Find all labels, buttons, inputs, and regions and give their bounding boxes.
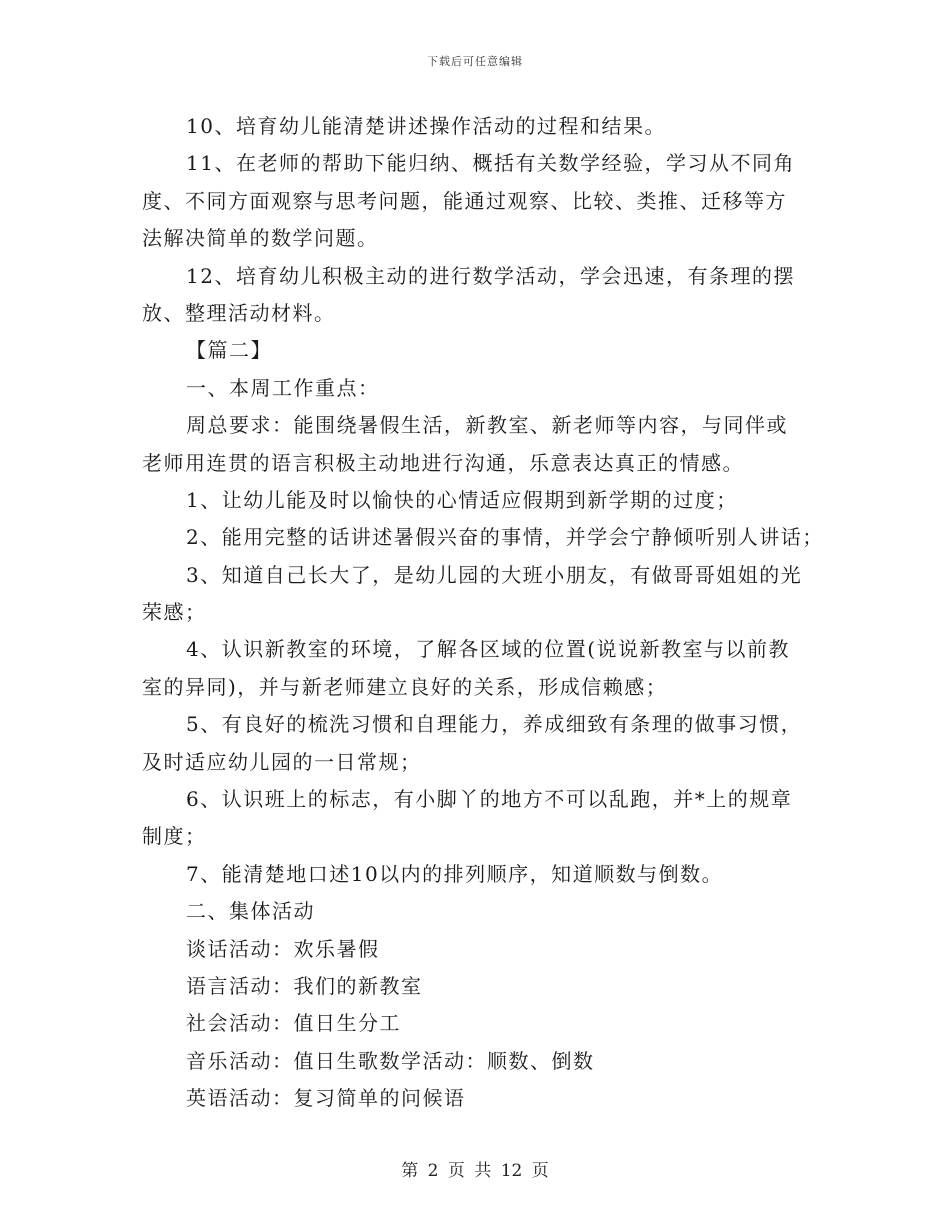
paragraph-line: 度、不同方面观察与思考问题，能通过观察、比较、类推、迁移等方 [142, 188, 787, 213]
list-item-continuation: 室的异同)，并与新老师建立良好的关系，形成信赖感； [142, 674, 668, 699]
subsection-heading: 二、集体活动 [186, 899, 315, 924]
page-footer: 第 2 页 共 12 页 [401, 1161, 549, 1181]
list-item: 4、认识新教室的环境，了解各区域的位置(说说新教室与以前教 [186, 637, 791, 662]
list-item: 5、有良好的梳洗习惯和自理能力，养成细致有条理的做事习惯， [186, 712, 803, 737]
list-item: 1、让幼儿能及时以愉快的心情适应假期到新学期的过度； [186, 487, 738, 512]
paragraph-line: 11、在老师的帮助下能归纳、概括有关数学经验，学习从不同角 [186, 151, 795, 176]
paragraph-line: 10、培育幼儿能清楚讲述操作活动的过程和结果。 [186, 114, 666, 138]
paragraph-line: 法解决简单的数学问题。 [142, 226, 379, 251]
list-item-continuation: 及时适应幼儿园的一日常规； [142, 749, 422, 774]
list-item-continuation: 制度； [142, 824, 207, 849]
page-header: 下载后可任意编辑 [427, 55, 523, 68]
document-body [142, 108, 822, 1118]
list-item-continuation: 荣感； [142, 600, 207, 625]
section-heading: 【篇二】 [186, 338, 272, 363]
paragraph-line: 老师用连贯的语言积极主动地进行沟通，乐意表达真正的情感。 [142, 450, 744, 475]
paragraph-line: 周总要求：能围绕暑假生活，新教室、新老师等内容，与同伴或 [186, 413, 788, 438]
list-item: 2、能用完整的话讲述暑假兴奋的事情，并学会宁静倾听别人讲话； [186, 525, 824, 550]
list-item: 7、能清楚地口述10以内的排列顺序，知道顺数与倒数。 [186, 861, 724, 886]
list-item: 3、知道自己长大了，是幼儿园的大班小朋友，有做哥哥姐姐的光 [186, 562, 803, 587]
activity-item: 英语活动：复习简单的问候语 [186, 1086, 466, 1111]
activity-item: 社会活动：值日生分工 [186, 1011, 401, 1036]
activity-item: 音乐活动：值日生歌数学活动：顺数、倒数 [186, 1048, 595, 1073]
paragraph-line: 放、整理活动材料。 [142, 300, 336, 325]
subsection-heading: 一、本周工作重点： [186, 375, 380, 400]
activity-item: 谈话活动：欢乐暑假 [186, 936, 380, 961]
activity-item: 语言活动：我们的新教室 [186, 973, 423, 998]
paragraph-line: 12、培育幼儿积极主动的进行数学活动，学会迅速，有条理的摆 [186, 263, 795, 288]
list-item: 6、认识班上的标志，有小脚丫的地方不可以乱跑，并*上的规章 [186, 787, 793, 812]
